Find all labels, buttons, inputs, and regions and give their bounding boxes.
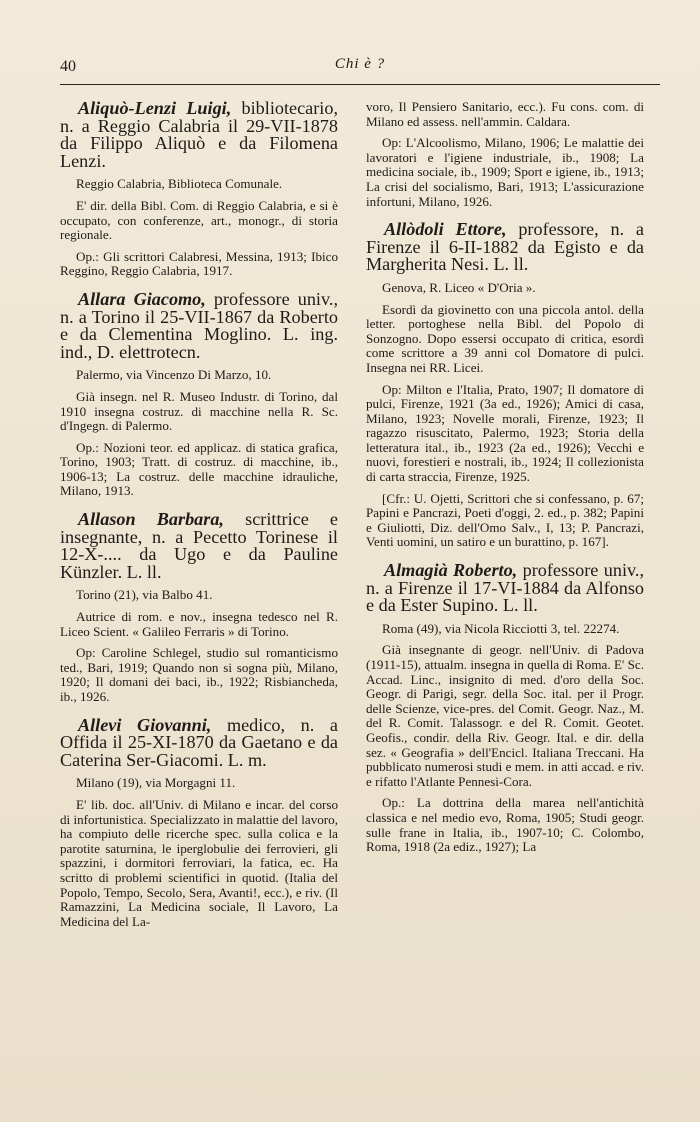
entry-address: Reggio Calabria, Biblioteca Comunale. (76, 176, 283, 192)
entry-allara (60, 288, 338, 499)
entry-heading (60, 100, 338, 170)
entry-address: Milano (19), via Morgagni 11. (76, 775, 236, 791)
entry-body: Esordì da giovinetto con una piccola antol. della letter. portoghese nella Bibl. del Popolo di Sonzogno. Dopo essersi occupato di critica, esordì come scrittore a 39 anni col Domatore di pulci. Insegna nei RR. Licei. (366, 301, 644, 375)
entry-heading (60, 511, 338, 581)
entry-intro: professore, n. a Firenze il 6-II-1882 da Egisto e da Margherita Nesi. L. ll. (366, 219, 645, 275)
entry-works: Op: Caroline Schlegel, studio sul romanticismo ted., Bari, 1919; Quando non si sogna più, Milano, 1920; Il domani dei baci, ib., 1922; Risbiancheda, ib., 1926. (60, 645, 338, 704)
entry-name: Allòdoli Ettore, (384, 219, 507, 240)
entry-intro: professore univ., n. a Torino il 25-VII-1867 da Roberto e da Clementina Moglino. L. ing. ind., D. elettrotecn. (60, 288, 338, 362)
entry-intro: scrittrice e insegnante, n. a Pecetto Torinese il 12-X-.... da Ugo e da Pauline Künzler. L. ll. (60, 509, 338, 582)
entry-address: Torino (21), via Balbo 41. (76, 587, 213, 603)
entry-works: Op.: Nozioni teor. ed applicaz. di statica grafica, Torino, 1903; Tratt. di costruz. di macchine, ib., 1906-13; La costruz. delle macchine idrauliche, Milano, 1913. (60, 439, 338, 499)
entry-intro: bibliotecario, n. a Reggio Calabria il 29-VII-1878 da Filippo Aliquò e da Filomena Lenzi. (60, 98, 338, 171)
entry-allevi (60, 714, 338, 930)
entry-aliquo-lenzi (60, 100, 338, 279)
left-column (60, 100, 338, 941)
page-header (60, 54, 660, 85)
entry-address: Palermo, via Vincenzo Di Marzo, 10. (76, 367, 272, 383)
entry-name: Allason Barbara, (78, 509, 224, 530)
entry-name: Allara Giacomo, (78, 288, 206, 309)
entry-body: Autrice di rom. e nov., insegna tedesco nel R. Liceo Scient. « Galileo Ferraris » di Torino. (60, 609, 338, 639)
entry-heading (366, 221, 644, 274)
entry-name: Allevi Giovanni, (78, 714, 212, 735)
entry-heading (366, 562, 644, 615)
page-number: 40 (60, 58, 76, 75)
entry-works: Op: L'Alcoolismo, Milano, 1906; Le malattie dei lavoratori e l'igiene industriale, ib., 1908; La medicina sociale, ib., 1909; Sport e igiene, ib., 1913; La crisi del socialismo, Bari, 1913; L'assicurazione infortuni, Milano, 1926. (366, 135, 644, 209)
entry-works: Op.: Gli scrittori Calabresi, Messina, 1913; Ibico Reggino, Reggio Calabria, 1917. (60, 248, 338, 279)
entry-allodoli (366, 221, 644, 550)
entry-almagia (366, 562, 644, 855)
right-column (366, 100, 644, 867)
entry-intro: medico, n. a Offida il 25-XI-1870 da Gaetano e da Caterina Ser-Giacomi. L. m. (60, 714, 338, 770)
entry-intro: professore univ., n. a Firenze il 17-VI-1884 da Alfonso e da Ester Supino. L. ll. (366, 560, 644, 616)
entry-references: [Cfr.: U. Ojetti, Scrittori che si confessano, p. 67; Papini e Pancrazi, Poeti d'oggi, 2. ed., p. 382; Papini e Giuliotti, Diz. dell'Omo Salv., I, 13; P. Pancrazi, Venti uomini, un satiro e un burattino, p. 167]. (366, 490, 644, 550)
entry-works: Op: Milton e l'Italia, Prato, 1907; Il domatore di pulci, Firenze, 1921 (3a ed., 1926); Amici di casa, Milano, 1923; Novelle morali, Firenze, 1923; Il ragazzo risuscitato, Palermo, 1923; Storia della letteratura ital., ib., 1923 (2a ed., 1926); Vecchi e nuovi, forestieri e nostrali, ib., 1924; Il collezionista di carta straccia, Firenze, 1925. (366, 381, 644, 485)
entry-body-continued: voro, Il Pensiero Sanitario, ecc.). Fu cons. com. di Milano ed assess. nell'ammin. Caldara. (366, 99, 644, 129)
entry-name: Almagià Roberto, (384, 560, 518, 581)
entry-name: Aliquò-Lenzi Luigi, (78, 98, 232, 118)
entry-body: Già insegnante di geogr. nell'Univ. di Padova (1911-15), attualm. insegna in quella di Roma. E' Sc. Accad. Linc., insignito di med. d'oro della Soc. Geogr. di Parigi, segr. della Soc. ital. per il Progr. delle Scienze, vice-pres. del Comit. Geogr. Naz., M. del R. Comit. Talassogr. e del R. Comit. Geotet. Geofis., condir. della Riv. Geogr. Ital. e dir. della sez. « Geografia » dell'Encicl. Italiana Treccani. Ha pubblicato numerosi studi e mem. in atti accad. e riv. e rifatto l'Atlante Pennesi-Cora. (366, 642, 644, 789)
entry-works: Op.: La dottrina della marea nell'antichità classica e nel medio evo, Roma, 1905; Studi geogr. sulle frane in Italia, ib., 1907-10; C. Colombo, Roma, 1918 (2a ediz., 1927); La (366, 795, 644, 855)
entry-allason (60, 511, 338, 705)
entry-heading (60, 714, 338, 770)
entry-address: Roma (49), via Nicola Ricciotti 3, tel. 22274. (382, 620, 620, 636)
entry-body: E' lib. doc. all'Univ. di Milano e incar. del corso di infortunistica. Specializzato in malattie del lavoro, ha compiuto delle ricerche spec. sulla colica e la parotite saturnina, le iperglobulie dei ferrovieri, gli spazzini, i dormitori ferroviari, la fatica, ec. Ha scritto di problemi scientifici in quotid. (Italia del Popolo, Tempo, Secolo, Sera, Avanti!, ecc.), e riv. (Il Ramazzini, La Medicina sociale, Il Lavoro, La Medicina del La- (60, 796, 338, 929)
entry-continuation (366, 100, 644, 209)
entry-body: Già insegn. nel R. Museo Industr. di Torino, dal 1910 insegna costruz. di macchine nella R. Sc. d'Ingegn. di Palermo. (60, 388, 338, 434)
entry-body: E' dir. della Bibl. Com. di Reggio Calabria, e si è occupato, con conferenze, art., monogr., di storia regionale. (60, 197, 338, 243)
running-title: Chi è ? (334, 56, 386, 72)
entry-address: Genova, R. Liceo « D'Oria ». (382, 279, 536, 295)
entry-heading (60, 288, 338, 362)
